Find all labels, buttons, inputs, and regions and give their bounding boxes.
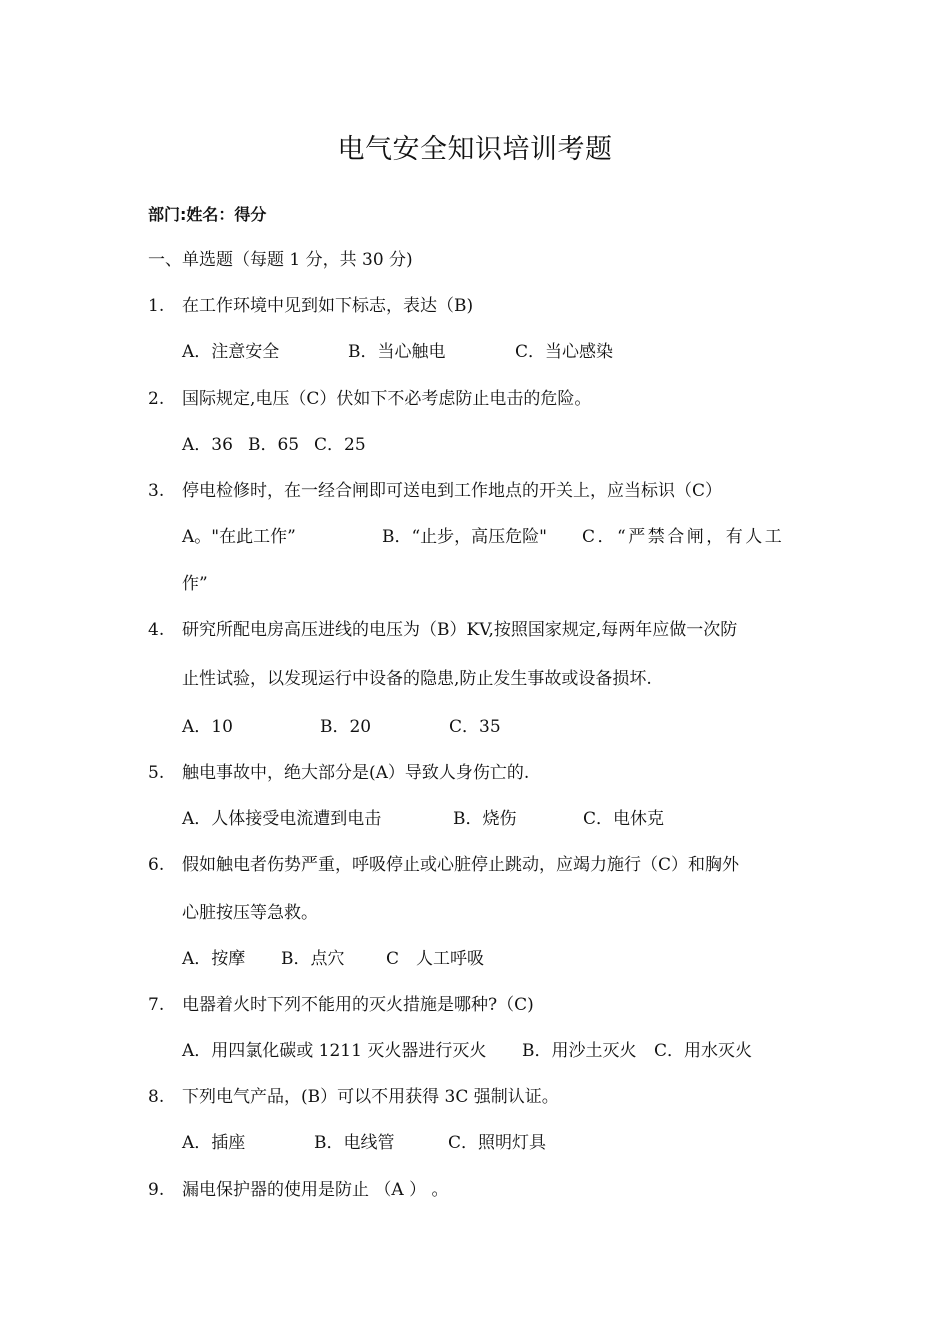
- question-text: 触电事故中，绝大部分是(A）导致人身伤亡的.: [182, 763, 530, 783]
- question-number: 6.: [148, 855, 165, 875]
- option-b: B．“止步，高压危险": [382, 527, 548, 547]
- question-text: 电器着火时下列不能用的灭火措施是哪种?（C): [182, 995, 534, 1015]
- question-number: 2.: [148, 389, 165, 409]
- question-text-continued: 心脏按压等急救。: [182, 903, 318, 923]
- option-a: A．10: [182, 717, 233, 737]
- option-b: B．20: [320, 717, 372, 737]
- option-c: C．25: [314, 435, 366, 455]
- question-text: 研究所配电房高压进线的电压为（B）KV,按照国家规定,每两年应做一次防: [182, 620, 738, 640]
- question-number: 7.: [148, 995, 165, 1015]
- option-c: C．当心感染: [515, 342, 614, 362]
- option-a: A．36: [182, 435, 233, 455]
- option-c: C．“严禁合闸，有人工: [582, 527, 785, 547]
- option-a: A。"在此工作”: [182, 527, 296, 547]
- option-c-continued: 作”: [182, 574, 208, 594]
- option-a: A．人体接受电流遭到电击: [182, 809, 382, 829]
- question-number: 8.: [148, 1087, 165, 1107]
- option-c: C．35: [449, 717, 501, 737]
- question-number: 9.: [148, 1180, 165, 1200]
- option-b: B．点穴: [281, 949, 345, 969]
- question-text: 停电检修时，在一经合闸即可送电到工作地点的开关上，应当标识（C）: [182, 481, 723, 501]
- option-b: B．烧伤: [453, 809, 517, 829]
- option-a: A．按摩: [182, 949, 246, 969]
- question-text: 下列电气产品，(B）可以不用获得 3C 强制认证。: [182, 1087, 559, 1107]
- option-a: A．注意安全: [182, 342, 280, 362]
- option-b: B．用沙土灭火: [522, 1041, 637, 1061]
- option-a: A．用四氯化碳或 1211 灭火器进行灭火: [182, 1041, 487, 1061]
- option-c: C．照明灯具: [448, 1133, 547, 1153]
- option-b: B．当心触电: [348, 342, 446, 362]
- question-number: 4.: [148, 620, 165, 640]
- question-text-continued: 止性试验，以发现运行中设备的隐患,防止发生事故或设备损坏.: [182, 669, 652, 689]
- option-b: B．65: [248, 435, 300, 455]
- question-text: 假如触电者伤势严重，呼吸停止或心脏停止跳动，应竭力施行（C）和胸外: [182, 855, 740, 875]
- option-a: A．插座: [182, 1133, 246, 1153]
- question-number: 5.: [148, 763, 165, 783]
- question-number: 1.: [148, 296, 165, 316]
- section-heading: 一、单选题（每题 1 分，共 30 分): [148, 250, 413, 270]
- page-title: 电气安全知识培训考题: [337, 134, 613, 165]
- option-b: B．电线管: [314, 1133, 395, 1153]
- option-c: C 人工呼吸: [386, 949, 485, 969]
- info-line: 部门:姓名：得分: [148, 205, 267, 224]
- option-c: C．用水灭火: [654, 1041, 753, 1061]
- question-text: 国际规定,电压（C）伏如下不必考虑防止电击的危险。: [182, 389, 592, 409]
- question-number: 3.: [148, 481, 165, 501]
- option-c: C．电休克: [583, 809, 665, 829]
- question-text: 在工作环境中见到如下标志，表达（B): [182, 296, 474, 316]
- question-text: 漏电保护器的使用是防止 （A ） 。: [182, 1180, 449, 1200]
